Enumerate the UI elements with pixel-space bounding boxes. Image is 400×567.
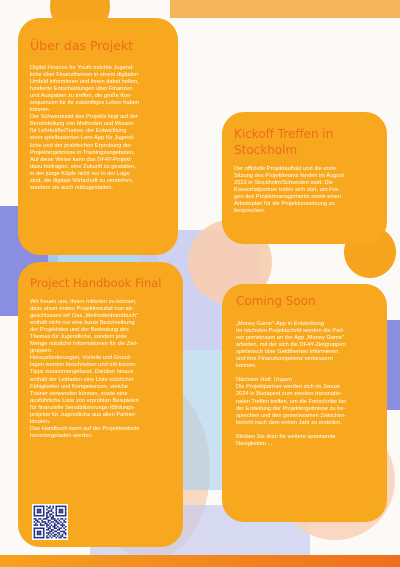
qr-module (65, 526, 67, 528)
qr-module (34, 535, 36, 537)
qr-module (45, 523, 47, 525)
qr-module (55, 515, 57, 517)
qr-module (54, 535, 56, 537)
qr-module (54, 524, 56, 526)
qr-module (52, 529, 54, 531)
qr-module (34, 509, 36, 511)
qr-module (46, 518, 48, 520)
qr-module (52, 507, 54, 509)
handbook-text: Wir freuen uns, Ihnen mitteilen zu können, dass unser erstes Projektresultat nun ab- geschlossen ist! Das „Methodenhandbuch" enthält nicht nur eine kurze Beschreibung der Projektidee und der Bedeutung des Themas für Jugendliche, sondern jede Menge nützliche Informationen für die Ziel- gruppen. Herausforderungen, Vorteile und Grund- lagen werden beschrieben und mit kurzen Tipps zusammengefasst. Darüber hinaus enthält der Leitfaden eine Liste nützlicher Fähigkeiten und Kompetenzen, welche Trainer verwenden können, sowie eine ausführliche Liste von erprobten Beispielen für finanzielle Sensibilisierungs-/Bildungs- projekte für Jugendliche aus allen Partner- ländern. Das Handbuch kann auf der Projektwebsite heruntergeladen werden. (30, 299, 140, 439)
qr-module (48, 510, 50, 512)
qr-module (35, 537, 37, 539)
qr-module (43, 524, 45, 526)
qr-module (59, 510, 61, 512)
qr-module (62, 512, 64, 514)
qr-module (57, 535, 59, 537)
qr-module (43, 509, 45, 511)
qr-module (43, 518, 45, 520)
qr-module (43, 513, 45, 515)
qr-module (46, 515, 48, 517)
qr-module (52, 535, 54, 537)
qr-module (49, 507, 51, 509)
qr-module (65, 513, 67, 515)
qr-module (34, 527, 36, 529)
qr-module (59, 534, 61, 536)
qr-module (51, 513, 53, 515)
qr-module (51, 517, 53, 519)
qr-module (46, 506, 48, 508)
qr-module (40, 534, 42, 536)
qr-module (35, 518, 37, 520)
qr-module (59, 520, 61, 522)
bottom-bar (0, 555, 400, 567)
qr-module (46, 526, 48, 528)
qr-module (63, 524, 65, 526)
qr-module (65, 506, 67, 508)
qr-module (62, 515, 64, 517)
qr-module (57, 521, 59, 523)
qr-module (51, 521, 53, 523)
qr-module (63, 532, 65, 534)
qr-module (48, 507, 50, 509)
qr-module (55, 513, 57, 515)
qr-module (41, 524, 43, 526)
qr-module (65, 512, 67, 514)
qr-module (57, 532, 59, 534)
qr-module (43, 515, 45, 517)
qr-module (41, 520, 43, 522)
qr-module (37, 510, 39, 512)
qr-module (59, 506, 61, 508)
qr-module (57, 523, 59, 525)
qr-module (51, 524, 53, 526)
qr-module (38, 512, 40, 514)
qr-module (60, 506, 62, 508)
qr-module (46, 529, 48, 531)
qr-module (41, 515, 43, 517)
qr-module (48, 521, 50, 523)
qr-module (60, 537, 62, 539)
qr-module (54, 531, 56, 533)
qr-module (43, 531, 45, 533)
qr-module (51, 529, 53, 531)
qr-module (48, 534, 50, 536)
qr-module (49, 535, 51, 537)
qr-module (57, 526, 59, 528)
qr-module (40, 509, 42, 511)
qr-module (35, 506, 37, 508)
qr-module (35, 527, 37, 529)
qr-module (51, 509, 53, 511)
qr-module (49, 523, 51, 525)
qr-module (54, 518, 56, 520)
kickoff-meeting-card (222, 112, 387, 244)
qr-module (48, 512, 50, 514)
qr-module (65, 534, 67, 536)
qr-module (37, 531, 39, 533)
qr-module (55, 524, 57, 526)
qr-module (60, 515, 62, 517)
qr-module (38, 509, 40, 511)
qr-module (54, 523, 56, 525)
qr-module (52, 506, 54, 508)
qr-module (62, 531, 64, 533)
qr-module (37, 527, 39, 529)
qr-module (51, 537, 53, 539)
qr-module (62, 510, 64, 512)
qr-module (48, 524, 50, 526)
qr-module (52, 518, 54, 520)
qr-module (63, 521, 65, 523)
qr-module (38, 506, 40, 508)
qr-module (40, 524, 42, 526)
qr-module (40, 532, 42, 534)
qr-module (55, 509, 57, 511)
qr-module (41, 537, 43, 539)
qr-module (55, 537, 57, 539)
qr-module (52, 526, 54, 528)
qr-module (48, 537, 50, 539)
qr-module (48, 529, 50, 531)
qr-module (34, 532, 36, 534)
qr-module (34, 521, 36, 523)
qr-module (37, 521, 39, 523)
qr-module (51, 534, 53, 536)
qr-module (65, 532, 67, 534)
qr-module (55, 506, 57, 508)
qr-module (60, 531, 62, 533)
qr-module (52, 521, 54, 523)
qr-module (63, 515, 65, 517)
qr-module (55, 531, 57, 533)
qr-module (38, 532, 40, 534)
handbook-title: Project Handbook Final (30, 276, 162, 290)
qr-module (40, 523, 42, 525)
qr-module (46, 512, 48, 514)
qr-module (59, 512, 61, 514)
qr-module (48, 532, 50, 534)
qr-module (38, 521, 40, 523)
qr-module (48, 517, 50, 519)
qr-module (46, 537, 48, 539)
qr-module (46, 524, 48, 526)
qr-module (43, 537, 45, 539)
qr-module (43, 534, 45, 536)
qr-module (49, 527, 51, 529)
coming-soon-text: „Money Game"-App in Entwicklung Im nächsten Projektschritt werden die Part- ner gemeinsam an der App „Money Game" arbeiten, mit der sich die DF4Y-Zielgruppen spielerisch über Geldthemen informieren und ihre Finanzkompetenz verbessern können. Nächster Halt: Ungarn Die Projektpartner werden sich im Januar 2024 in Budapest zum zweiten transnatio- nalen Treffen treffen, um die Fortschritte bei der Erstellung der Projektergebnisse zu be- sprechen und den gemeinsamen Zwischen- bericht nach dem ersten Jahr zu erstellen. Bleiben Sie dran für weitere spannende Neuigkeiten ... (236, 321, 347, 447)
qr-module (37, 537, 39, 539)
qr-module (34, 529, 36, 531)
qr-module (35, 515, 37, 517)
qr-module (37, 512, 39, 514)
qr-module (43, 529, 45, 531)
qr-module (62, 526, 64, 528)
qr-module (40, 527, 42, 529)
qr-module (60, 524, 62, 526)
deco-slab-top-right (170, 0, 400, 18)
qr-module (34, 518, 36, 520)
qr-module (49, 532, 51, 534)
coming-soon-title: Coming Soon (236, 294, 316, 308)
qr-module (46, 523, 48, 525)
about-project-title: Über das Projekt (30, 38, 134, 53)
qr-module (35, 523, 37, 525)
qr-module (43, 507, 45, 509)
qr-module (37, 520, 39, 522)
qr-module (40, 537, 42, 539)
about-project-text: Digital Finance for Youth möchte Jugend- liche über Finanzthemen in einem digitalen Umfeld informieren und ihnen dabei helfen, fundierte Entscheidungen über Finanzen und Ausgaben zu treffen, die große Kon- sequenzen für ihr zukünftiges Leben haben können. Der Schwerpunkt des Projekts liegt auf der Bereitstellung von Methoden und Wissen für Lehrkräfte/Trainer, der Entwicklung einer spielbasierten Lern-App für Jugend- liche und der praktischen Erprobung der Projektergebnisse in Trainingsangeboten. Auf diese Weise kann das DF4Y-Projekt dazu beitragen, eine Zukunft zu gestalten, in der junge Köpfe nicht nur in der Lage sind, die digitale Wirtschaft zu verstehen, sondern sie auch mitzugestalten. (30, 65, 140, 191)
qr-module (49, 513, 51, 515)
qr-module (60, 509, 62, 511)
qr-module (45, 521, 47, 523)
qr-module (54, 534, 56, 536)
qr-module (55, 520, 57, 522)
qr-module (40, 531, 42, 533)
qr-module (34, 506, 36, 508)
qr-module (51, 531, 53, 533)
qr-module (62, 509, 64, 511)
qr-module (65, 515, 67, 517)
qr-module (43, 521, 45, 523)
qr-module (59, 523, 61, 525)
qr-module (43, 527, 45, 529)
qr-module (60, 521, 62, 523)
qr-module (65, 507, 67, 509)
qr-module (43, 510, 45, 512)
qr-module (62, 534, 64, 536)
qr-module (51, 510, 53, 512)
qr-module (37, 509, 39, 511)
qr-module (49, 515, 51, 517)
qr-module (62, 524, 64, 526)
qr-module (65, 510, 67, 512)
qr-module (37, 534, 39, 536)
qr-module (38, 515, 40, 517)
qr-module (45, 518, 47, 520)
qr-module (60, 527, 62, 529)
qr-module (34, 515, 36, 517)
qr-module (46, 535, 48, 537)
qr-module (63, 506, 65, 508)
qr-module (48, 520, 50, 522)
qr-module (60, 512, 62, 514)
qr-module (52, 512, 54, 514)
qr-module (59, 532, 61, 534)
qr-module (48, 527, 50, 529)
qr-module (40, 510, 42, 512)
qr-module (59, 537, 61, 539)
qr-module (57, 529, 59, 531)
qr-module (49, 526, 51, 528)
qr-module (65, 509, 67, 511)
qr-module (49, 531, 51, 533)
qr-module (40, 515, 42, 517)
qr-module (34, 513, 36, 515)
qr-module (49, 520, 51, 522)
kickoff-meeting-title: Kickoff Treffen in Stockholm (234, 127, 334, 157)
qr-module (37, 524, 39, 526)
qr-module (54, 526, 56, 528)
qr-module (41, 527, 43, 529)
qr-module (43, 512, 45, 514)
qr-module (38, 537, 40, 539)
qr-module (62, 506, 64, 508)
qr-module (34, 534, 36, 536)
qr-module (38, 531, 40, 533)
qr-module (60, 535, 62, 537)
qr-module (46, 532, 48, 534)
qr-module (65, 537, 67, 539)
qr-module (37, 515, 39, 517)
qr-module (57, 515, 59, 517)
qr-module (43, 532, 45, 534)
qr-module (55, 507, 57, 509)
qr-module (55, 512, 57, 514)
qr-module (51, 518, 53, 520)
qr-module (65, 521, 67, 523)
qr-module (43, 506, 45, 508)
qr-module (43, 535, 45, 537)
qr-module (59, 515, 61, 517)
qr-module (60, 518, 62, 520)
qr-module (34, 537, 36, 539)
qr-module (37, 506, 39, 508)
qr-module (41, 521, 43, 523)
coming-soon-card (222, 284, 387, 522)
qr-module (41, 506, 43, 508)
qr-module (60, 510, 62, 512)
qr-module (59, 527, 61, 529)
qr-module (38, 510, 40, 512)
qr-module (65, 518, 67, 520)
qr-module (37, 532, 39, 534)
qr-module (59, 529, 61, 531)
qr-module (63, 531, 65, 533)
about-project-card (18, 18, 178, 255)
qr-module (52, 515, 54, 517)
qr-module (62, 518, 64, 520)
qr-module (46, 513, 48, 515)
qr-module (49, 510, 51, 512)
qr-module (38, 527, 40, 529)
qr-module (38, 534, 40, 536)
qr-module (57, 506, 59, 508)
qr-module (62, 523, 64, 525)
qr-module (63, 520, 65, 522)
qr-module (34, 524, 36, 526)
qr-module (52, 517, 54, 519)
qr-module (55, 510, 57, 512)
qr-module (63, 527, 65, 529)
qr-module (34, 510, 36, 512)
kickoff-meeting-text: Der offizielle Projektauftakt und die erste Sitzung des Projektteams fanden im August 2023 in Stockholm/Schweden statt. Die Konsortialpartner trafen sich dort, um Fra- gen des Projektmanagements sowie einen Arbeitsplan für die Projektumsetzung zu besprechen. (234, 166, 345, 215)
qr-module (38, 518, 40, 520)
qr-module (40, 506, 42, 508)
qr-module (34, 507, 36, 509)
qr-module (54, 527, 56, 529)
qr-module (46, 517, 48, 519)
qr-module (57, 518, 59, 520)
qr-module (55, 534, 57, 536)
qr-module (40, 518, 42, 520)
qr-module (49, 506, 51, 508)
qr-module (55, 521, 57, 523)
qr-module (54, 520, 56, 522)
qr-module (59, 509, 61, 511)
qr-module (34, 531, 36, 533)
qr-module (52, 532, 54, 534)
qr-module (35, 524, 37, 526)
qr-module (55, 527, 57, 529)
qr-module (63, 537, 65, 539)
qr-code[interactable] (32, 504, 68, 540)
qr-module (40, 512, 42, 514)
qr-module (65, 529, 67, 531)
qr-module (34, 512, 36, 514)
qr-module (62, 535, 64, 537)
qr-module (35, 520, 37, 522)
qr-module (46, 509, 48, 511)
